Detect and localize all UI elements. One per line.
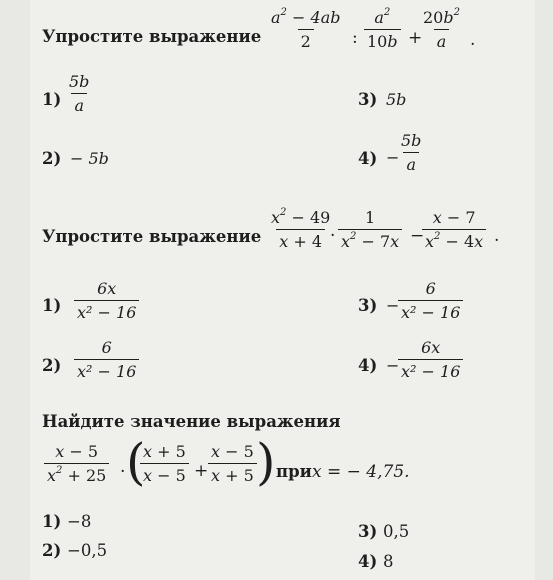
q2-fraction-1: $\frac{x^2 - 49}{x + 4}$ xyxy=(271,207,331,251)
q1-option-3-value: 5b xyxy=(386,90,407,109)
q1-prompt: Упростите выражение xyxy=(42,27,262,46)
q2-option-4-fraction: $\frac{6x}{\text{x² − 16}}$ xyxy=(398,340,463,380)
q2-prompt: Упростите выражение xyxy=(42,227,262,246)
q1-period: . xyxy=(470,30,476,50)
q2-option-3-fraction: $\frac{6}{\text{x² − 16}}$ xyxy=(398,281,463,321)
q2-option-1-label: 1) xyxy=(42,296,62,315)
q2-fraction-2: $\frac{1}{x^2 - 7x}$ xyxy=(338,210,402,250)
q1-option-4-label: 4) xyxy=(358,149,378,168)
q1-option-1-fraction: $\frac{5b}{a}$ xyxy=(69,72,90,115)
q3-prompt: Найдите значение выражения xyxy=(42,412,341,431)
q1-fraction-2: $\frac{a^2}{10b}$ xyxy=(364,10,401,50)
q2-option-3-label: 3) xyxy=(358,296,378,315)
q2-option-1-fraction: $\frac{6x}{\text{x² − 16}}$ xyxy=(74,281,139,321)
q2-op-multiply: · xyxy=(330,226,336,246)
q1-option-4-sign: − xyxy=(386,148,400,167)
q3-left-paren: ( xyxy=(126,433,146,491)
q1-op-plus: + xyxy=(408,28,423,48)
q3-op-plus: + xyxy=(194,461,209,481)
q2-option-4-sign: − xyxy=(386,356,400,375)
q3-when-word: при xyxy=(276,462,312,481)
q1-fraction-3: $\frac{20b^2}{a}$ xyxy=(423,7,460,51)
q3-option-1: 1) −8 xyxy=(42,512,92,531)
q1-option-3-label: 3) xyxy=(358,90,378,109)
q3-option-4: 4) 8 xyxy=(358,552,394,571)
q1-option-4-fraction: $\frac{5b}{a}$ xyxy=(401,131,422,174)
q3-fraction-2: $\frac{x + 5}{x - 5}$ xyxy=(140,444,189,484)
q3-right-paren: ) xyxy=(256,433,276,491)
q1-option-1-label: 1) xyxy=(42,90,62,109)
q3-condition: x = − 4,75. xyxy=(312,462,410,482)
q3-fraction-1: $\frac{x - 5}{x^2 + 25}$ xyxy=(44,444,109,484)
q2-option-2-fraction: $\frac{6}{\text{x² − 16}}$ xyxy=(74,340,139,380)
q2-option-3-sign: − xyxy=(386,296,400,315)
q2-period: . xyxy=(494,226,500,246)
q1-fraction-1: $\frac{a^2 - 4ab}{2}$ xyxy=(271,7,341,51)
q3-fraction-3: $\frac{x - 5}{x + 5}$ xyxy=(208,444,257,484)
q2-fraction-3: $\frac{x - 7}{x^2 - 4x}$ xyxy=(422,210,486,250)
q3-option-3: 3) 0,5 xyxy=(358,522,410,541)
q1-option-2-label: 2) xyxy=(42,149,62,168)
q2-option-4-label: 4) xyxy=(358,356,378,375)
q3-option-2: 2) −0,5 xyxy=(42,541,108,560)
q1-option-2-value: − 5b xyxy=(70,149,109,168)
q3-op-multiply: · xyxy=(120,462,126,482)
q1-op-divide: : xyxy=(352,28,358,48)
q2-op-minus: − xyxy=(410,226,425,246)
q2-option-2-label: 2) xyxy=(42,356,62,375)
